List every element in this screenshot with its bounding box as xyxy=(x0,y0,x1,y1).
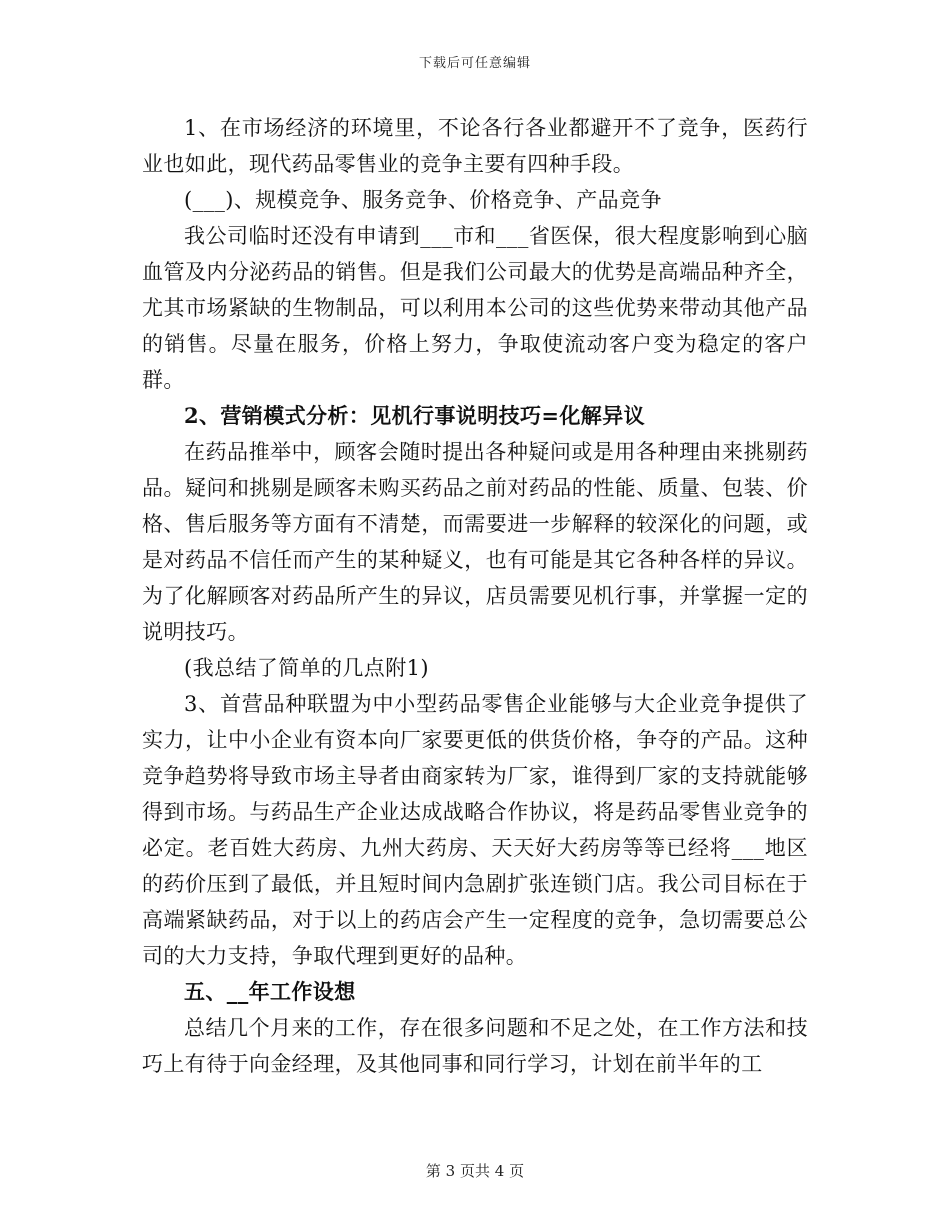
paragraph-attachment-note: (我总结了简单的几点附1) xyxy=(184,656,429,680)
paragraph-competition-means: (___)、规模竞争、服务竞争、价格竞争、产品竞争 xyxy=(184,188,662,212)
paragraph-company-situation: 我公司临时还没有申请到___市和___省医保，很大程度影响到心脑血管及内分泌药品的销售。但是我们公司最大的优势是高端品种齐全，尤其市场紧缺的生物制品，可以利用本公司的这些优势来带动其他产品的销售。尽量在服务，价格上努力，争取使流动客户变为稳定的客户群。 xyxy=(142,224,808,392)
page-header: 下载后可任意编辑 xyxy=(418,56,531,71)
page-number-footer: 第 3 页共 4 页 xyxy=(425,1162,525,1180)
section-heading-marketing-model: 2、营销模式分析：见机行事说明技巧=化解异议 xyxy=(184,403,646,428)
document-body xyxy=(142,110,808,1082)
paragraph-work-summary: 总结几个月来的工作，存在很多问题和不足之处，在工作方法和技巧上有待于向金经理，及其他同事和同行学习，计划在前半年的工 xyxy=(142,1016,808,1076)
section-heading-work-plan: 五、__年工作设想 xyxy=(184,979,356,1004)
paragraph-alliance: 3、首营品种联盟为中小型药品零售企业能够与大企业竞争提供了实力，让中小企业有资本向厂家要更低的供货价格，争夺的产品。这种竞争趋势将导致市场主导者由商家转为厂家，谁得到厂家的支持就能够得到市场。与药品生产企业达成战略合作协议，将是药品零售业竞争的必定。老百姓大药房、九州大药房、天天好大药房等等已经将___地区的药价压到了最低，并且短时间内急剧扩张连锁门店。我公司目标在于高端紧缺药品，对于以上的药店会产生一定程度的竞争，急切需要总公司的大力支持，争取代理到更好的品种。 xyxy=(142,692,808,968)
paragraph-objection-handling: 在药品推举中，顾客会随时提出各种疑问或是用各种理由来挑剔药品。疑问和挑剔是顾客未购买药品之前对药品的性能、质量、包装、价格、售后服务等方面有不清楚，而需要进一步解释的较深化的问题，或是对药品不信任而产生的某种疑义，也有可能是其它各种各样的异议。为了化解顾客对药品所产生的异议，店员需要见机行事，并掌握一定的说明技巧。 xyxy=(142,440,808,644)
paragraph-competition-intro: 1、在市场经济的环境里，不论各行各业都避开不了竞争，医药行业也如此，现代药品零售业的竞争主要有四种手段。 xyxy=(142,116,808,176)
